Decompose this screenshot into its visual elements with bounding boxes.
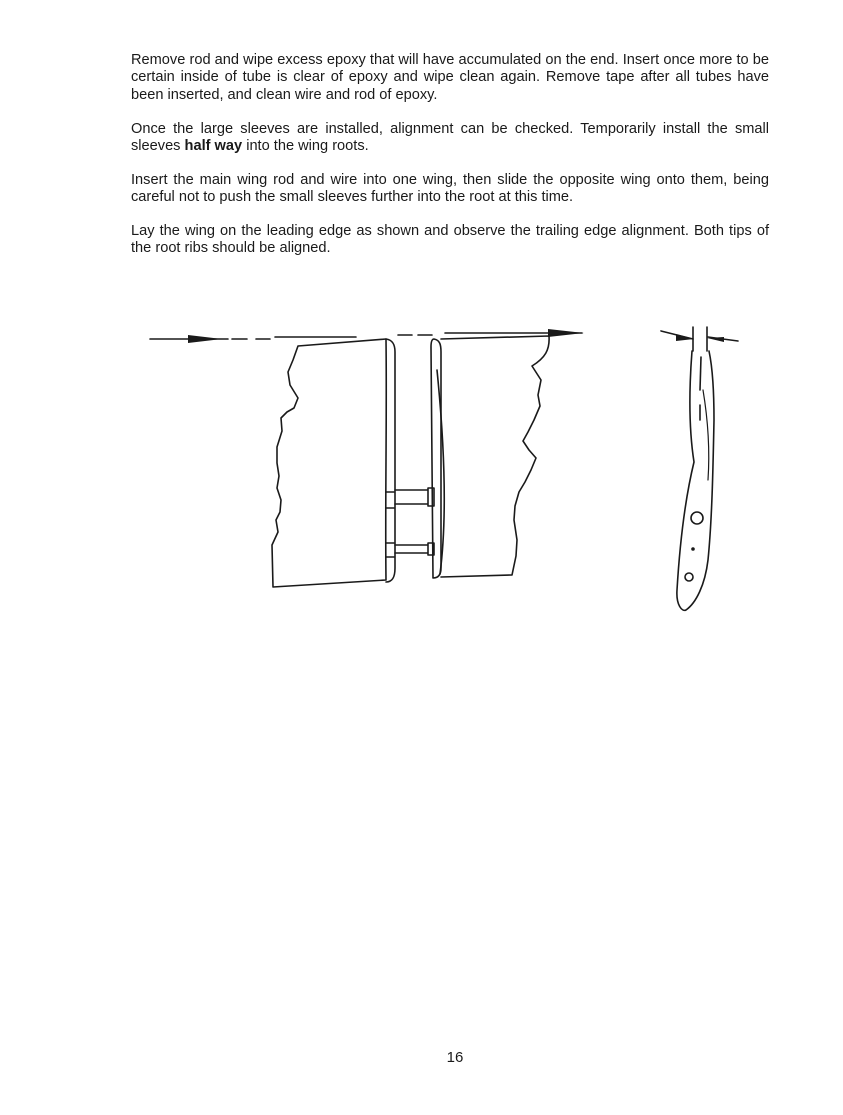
root-rib-profile-illustration bbox=[661, 327, 738, 610]
emphasis-half-way: half way bbox=[184, 138, 243, 155]
root-tubes bbox=[395, 488, 434, 555]
paragraph-text-lead: Once the large sleeves are installed, alignment can be checked. Temporarily install the small sleeves bbox=[131, 121, 769, 155]
paragraph-text-tail: into the wing roots. bbox=[242, 138, 369, 155]
page-number: 16 bbox=[446, 1049, 464, 1066]
paragraph-text: Lay the wing on the leading edge as shown and observe the trailing edge alignment. Both tips of the root ribs should be aligned. bbox=[131, 223, 769, 257]
right-wing-panel bbox=[431, 336, 549, 578]
left-wing-panel bbox=[272, 339, 395, 587]
paragraph-text: Insert the main wing rod and wire into one wing, then slide the opposite wing onto them, being careful not to push the small sleeves further into the root at this time. bbox=[131, 172, 769, 206]
paragraph-text: Remove rod and wipe excess epoxy that will have accumulated on the end. Insert once more to be certain inside of tube is clear of epoxy and wipe clean again. Remove tape after all tubes have been inserted, and clean wire and rod of epoxy. bbox=[131, 52, 769, 103]
